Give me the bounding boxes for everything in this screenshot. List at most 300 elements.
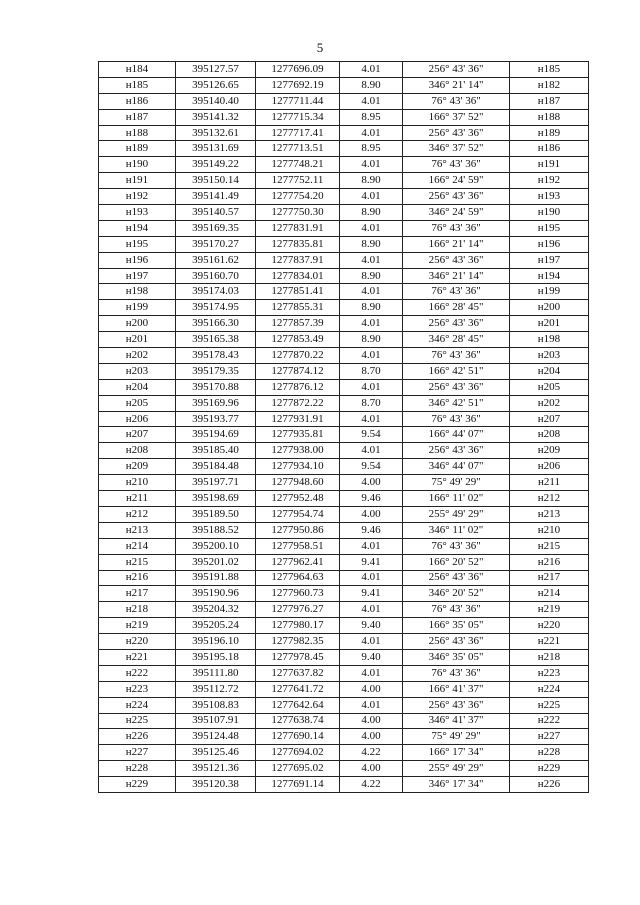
distance-cell: 8.90 [340, 332, 403, 348]
y-coordinate-cell: 1277870.22 [256, 348, 340, 364]
next-point-cell: н216 [510, 554, 589, 570]
bearing-cell: 255° 49' 29" [403, 506, 510, 522]
distance-cell: 4.01 [340, 220, 403, 236]
y-coordinate-cell: 1277637.82 [256, 665, 340, 681]
bearing-cell: 166° 42' 51" [403, 363, 510, 379]
x-coordinate-cell: 395204.32 [176, 602, 256, 618]
next-point-cell: н198 [510, 332, 589, 348]
point-id-cell: н202 [99, 348, 176, 364]
next-point-cell: н213 [510, 506, 589, 522]
table-row [99, 348, 589, 364]
x-coordinate-cell: 395174.03 [176, 284, 256, 300]
x-coordinate-cell: 395149.22 [176, 157, 256, 173]
y-coordinate-cell: 1277935.81 [256, 427, 340, 443]
distance-cell: 4.00 [340, 729, 403, 745]
x-coordinate-cell: 395170.27 [176, 236, 256, 252]
distance-cell: 8.90 [340, 268, 403, 284]
next-point-cell: н190 [510, 205, 589, 221]
bearing-cell: 76° 43' 36" [403, 348, 510, 364]
next-point-cell: н218 [510, 649, 589, 665]
y-coordinate-cell: 1277948.60 [256, 475, 340, 491]
x-coordinate-cell: 395140.57 [176, 205, 256, 221]
y-coordinate-cell: 1277717.41 [256, 125, 340, 141]
coordinates-table [98, 61, 589, 793]
y-coordinate-cell: 1277754.20 [256, 189, 340, 205]
point-id-cell: н187 [99, 109, 176, 125]
next-point-cell: н199 [510, 284, 589, 300]
y-coordinate-cell: 1277695.02 [256, 761, 340, 777]
point-id-cell: н204 [99, 379, 176, 395]
next-point-cell: н188 [510, 109, 589, 125]
x-coordinate-cell: 395170.88 [176, 379, 256, 395]
point-id-cell: н224 [99, 697, 176, 713]
table-row [99, 522, 589, 538]
y-coordinate-cell: 1277934.10 [256, 459, 340, 475]
table-row [99, 236, 589, 252]
table-row [99, 618, 589, 634]
point-id-cell: н185 [99, 77, 176, 93]
point-id-cell: н215 [99, 554, 176, 570]
table-row [99, 220, 589, 236]
point-id-cell: н192 [99, 189, 176, 205]
next-point-cell: н205 [510, 379, 589, 395]
y-coordinate-cell: 1277692.19 [256, 77, 340, 93]
y-coordinate-cell: 1277876.12 [256, 379, 340, 395]
distance-cell: 4.01 [340, 634, 403, 650]
bearing-cell: 166° 37' 52" [403, 109, 510, 125]
distance-cell: 4.01 [340, 443, 403, 459]
point-id-cell: н228 [99, 761, 176, 777]
y-coordinate-cell: 1277855.31 [256, 300, 340, 316]
next-point-cell: н193 [510, 189, 589, 205]
distance-cell: 8.90 [340, 205, 403, 221]
table-row [99, 173, 589, 189]
y-coordinate-cell: 1277958.51 [256, 538, 340, 554]
next-point-cell: н217 [510, 570, 589, 586]
point-id-cell: н191 [99, 173, 176, 189]
bearing-cell: 346° 28' 45" [403, 332, 510, 348]
next-point-cell: н196 [510, 236, 589, 252]
distance-cell: 4.01 [340, 157, 403, 173]
table-row [99, 379, 589, 395]
table-row [99, 602, 589, 618]
table-row [99, 713, 589, 729]
table-row [99, 554, 589, 570]
distance-cell: 4.01 [340, 93, 403, 109]
y-coordinate-cell: 1277874.12 [256, 363, 340, 379]
point-id-cell: н195 [99, 236, 176, 252]
table-row [99, 93, 589, 109]
bearing-cell: 256° 43' 36" [403, 62, 510, 78]
y-coordinate-cell: 1277638.74 [256, 713, 340, 729]
table-row [99, 761, 589, 777]
table-row [99, 205, 589, 221]
x-coordinate-cell: 395189.50 [176, 506, 256, 522]
x-coordinate-cell: 395124.48 [176, 729, 256, 745]
bearing-cell: 166° 24' 59" [403, 173, 510, 189]
bearing-cell: 166° 28' 45" [403, 300, 510, 316]
next-point-cell: н220 [510, 618, 589, 634]
y-coordinate-cell: 1277837.91 [256, 252, 340, 268]
distance-cell: 4.01 [340, 602, 403, 618]
next-point-cell: н208 [510, 427, 589, 443]
next-point-cell: н228 [510, 745, 589, 761]
distance-cell: 4.01 [340, 284, 403, 300]
next-point-cell: н191 [510, 157, 589, 173]
distance-cell: 4.01 [340, 252, 403, 268]
table-row [99, 157, 589, 173]
table-row [99, 634, 589, 650]
bearing-cell: 76° 43' 36" [403, 602, 510, 618]
y-coordinate-cell: 1277978.45 [256, 649, 340, 665]
y-coordinate-cell: 1277960.73 [256, 586, 340, 602]
table-row [99, 125, 589, 141]
bearing-cell: 256° 43' 36" [403, 316, 510, 332]
next-point-cell: н192 [510, 173, 589, 189]
table-row [99, 363, 589, 379]
distance-cell: 4.00 [340, 713, 403, 729]
distance-cell: 4.01 [340, 348, 403, 364]
x-coordinate-cell: 395205.24 [176, 618, 256, 634]
next-point-cell: н211 [510, 475, 589, 491]
distance-cell: 4.00 [340, 506, 403, 522]
table-row [99, 395, 589, 411]
y-coordinate-cell: 1277750.30 [256, 205, 340, 221]
point-id-cell: н188 [99, 125, 176, 141]
point-id-cell: н213 [99, 522, 176, 538]
bearing-cell: 166° 17' 34" [403, 745, 510, 761]
x-coordinate-cell: 395188.52 [176, 522, 256, 538]
x-coordinate-cell: 395111.80 [176, 665, 256, 681]
bearing-cell: 76° 43' 36" [403, 220, 510, 236]
bearing-cell: 346° 20' 52" [403, 586, 510, 602]
point-id-cell: н211 [99, 491, 176, 507]
next-point-cell: н212 [510, 491, 589, 507]
bearing-cell: 76° 43' 36" [403, 538, 510, 554]
point-id-cell: н221 [99, 649, 176, 665]
point-id-cell: н214 [99, 538, 176, 554]
x-coordinate-cell: 395165.38 [176, 332, 256, 348]
x-coordinate-cell: 395160.70 [176, 268, 256, 284]
y-coordinate-cell: 1277694.02 [256, 745, 340, 761]
distance-cell: 9.41 [340, 554, 403, 570]
y-coordinate-cell: 1277851.41 [256, 284, 340, 300]
distance-cell: 9.54 [340, 427, 403, 443]
point-id-cell: н201 [99, 332, 176, 348]
y-coordinate-cell: 1277853.49 [256, 332, 340, 348]
x-coordinate-cell: 395140.40 [176, 93, 256, 109]
next-point-cell: н223 [510, 665, 589, 681]
x-coordinate-cell: 395184.48 [176, 459, 256, 475]
table-row [99, 268, 589, 284]
bearing-cell: 256° 43' 36" [403, 634, 510, 650]
next-point-cell: н226 [510, 777, 589, 793]
distance-cell: 8.90 [340, 77, 403, 93]
bearing-cell: 346° 24' 59" [403, 205, 510, 221]
y-coordinate-cell: 1277982.35 [256, 634, 340, 650]
point-id-cell: н209 [99, 459, 176, 475]
y-coordinate-cell: 1277931.91 [256, 411, 340, 427]
point-id-cell: н219 [99, 618, 176, 634]
bearing-cell: 75° 49' 29" [403, 475, 510, 491]
x-coordinate-cell: 395193.77 [176, 411, 256, 427]
distance-cell: 4.00 [340, 475, 403, 491]
bearing-cell: 76° 43' 36" [403, 411, 510, 427]
distance-cell: 4.00 [340, 681, 403, 697]
point-id-cell: н184 [99, 62, 176, 78]
x-coordinate-cell: 395121.36 [176, 761, 256, 777]
bearing-cell: 256° 43' 36" [403, 443, 510, 459]
distance-cell: 9.54 [340, 459, 403, 475]
point-id-cell: н206 [99, 411, 176, 427]
x-coordinate-cell: 395112.72 [176, 681, 256, 697]
next-point-cell: н200 [510, 300, 589, 316]
point-id-cell: н218 [99, 602, 176, 618]
table-row [99, 681, 589, 697]
x-coordinate-cell: 395132.61 [176, 125, 256, 141]
distance-cell: 4.01 [340, 316, 403, 332]
y-coordinate-cell: 1277952.48 [256, 491, 340, 507]
table-row [99, 284, 589, 300]
x-coordinate-cell: 395190.96 [176, 586, 256, 602]
next-point-cell: н195 [510, 220, 589, 236]
point-id-cell: н217 [99, 586, 176, 602]
distance-cell: 4.22 [340, 777, 403, 793]
point-id-cell: н199 [99, 300, 176, 316]
page-number: 5 [316, 40, 324, 55]
distance-cell: 4.01 [340, 379, 403, 395]
bearing-cell: 346° 21' 14" [403, 77, 510, 93]
next-point-cell: н201 [510, 316, 589, 332]
y-coordinate-cell: 1277711.44 [256, 93, 340, 109]
table-row [99, 570, 589, 586]
table-row [99, 491, 589, 507]
next-point-cell: н186 [510, 141, 589, 157]
x-coordinate-cell: 395178.43 [176, 348, 256, 364]
next-point-cell: н206 [510, 459, 589, 475]
distance-cell: 4.01 [340, 189, 403, 205]
table-row [99, 141, 589, 157]
bearing-cell: 346° 17' 34" [403, 777, 510, 793]
point-id-cell: н227 [99, 745, 176, 761]
table-row [99, 697, 589, 713]
x-coordinate-cell: 395198.69 [176, 491, 256, 507]
point-id-cell: н226 [99, 729, 176, 745]
point-id-cell: н225 [99, 713, 176, 729]
next-point-cell: н194 [510, 268, 589, 284]
distance-cell: 9.40 [340, 649, 403, 665]
y-coordinate-cell: 1277954.74 [256, 506, 340, 522]
x-coordinate-cell: 395107.91 [176, 713, 256, 729]
x-coordinate-cell: 395179.35 [176, 363, 256, 379]
point-id-cell: н186 [99, 93, 176, 109]
coordinates-table-body [99, 62, 589, 793]
point-id-cell: н205 [99, 395, 176, 411]
bearing-cell: 166° 11' 02" [403, 491, 510, 507]
point-id-cell: н208 [99, 443, 176, 459]
x-coordinate-cell: 395125.46 [176, 745, 256, 761]
distance-cell: 4.01 [340, 62, 403, 78]
bearing-cell: 75° 49' 29" [403, 729, 510, 745]
x-coordinate-cell: 395201.02 [176, 554, 256, 570]
distance-cell: 4.01 [340, 665, 403, 681]
next-point-cell: н214 [510, 586, 589, 602]
table-row [99, 745, 589, 761]
table-row [99, 77, 589, 93]
x-coordinate-cell: 395196.10 [176, 634, 256, 650]
next-point-cell: н225 [510, 697, 589, 713]
bearing-cell: 346° 37' 52" [403, 141, 510, 157]
table-row [99, 459, 589, 475]
next-point-cell: н229 [510, 761, 589, 777]
x-coordinate-cell: 395161.62 [176, 252, 256, 268]
distance-cell: 8.90 [340, 300, 403, 316]
x-coordinate-cell: 395174.95 [176, 300, 256, 316]
distance-cell: 8.95 [340, 141, 403, 157]
next-point-cell: н209 [510, 443, 589, 459]
point-id-cell: н189 [99, 141, 176, 157]
distance-cell: 8.70 [340, 363, 403, 379]
point-id-cell: н220 [99, 634, 176, 650]
next-point-cell: н204 [510, 363, 589, 379]
table-row [99, 538, 589, 554]
y-coordinate-cell: 1277835.81 [256, 236, 340, 252]
x-coordinate-cell: 395150.14 [176, 173, 256, 189]
point-id-cell: н203 [99, 363, 176, 379]
next-point-cell: н203 [510, 348, 589, 364]
next-point-cell: н197 [510, 252, 589, 268]
y-coordinate-cell: 1277857.39 [256, 316, 340, 332]
point-id-cell: н194 [99, 220, 176, 236]
next-point-cell: н215 [510, 538, 589, 554]
y-coordinate-cell: 1277748.21 [256, 157, 340, 173]
x-coordinate-cell: 395169.96 [176, 395, 256, 411]
table-row [99, 109, 589, 125]
x-coordinate-cell: 395166.30 [176, 316, 256, 332]
next-point-cell: н182 [510, 77, 589, 93]
x-coordinate-cell: 395108.83 [176, 697, 256, 713]
bearing-cell: 256° 43' 36" [403, 252, 510, 268]
y-coordinate-cell: 1277872.22 [256, 395, 340, 411]
distance-cell: 9.40 [340, 618, 403, 634]
point-id-cell: н207 [99, 427, 176, 443]
point-id-cell: н193 [99, 205, 176, 221]
bearing-cell: 346° 42' 51" [403, 395, 510, 411]
point-id-cell: н197 [99, 268, 176, 284]
bearing-cell: 256° 43' 36" [403, 189, 510, 205]
bearing-cell: 346° 21' 14" [403, 268, 510, 284]
y-coordinate-cell: 1277962.41 [256, 554, 340, 570]
y-coordinate-cell: 1277834.01 [256, 268, 340, 284]
x-coordinate-cell: 395141.49 [176, 189, 256, 205]
point-id-cell: н216 [99, 570, 176, 586]
distance-cell: 4.01 [340, 125, 403, 141]
bearing-cell: 256° 43' 36" [403, 697, 510, 713]
table-row [99, 316, 589, 332]
table-row [99, 332, 589, 348]
bearing-cell: 166° 21' 14" [403, 236, 510, 252]
bearing-cell: 346° 44' 07" [403, 459, 510, 475]
point-id-cell: н200 [99, 316, 176, 332]
distance-cell: 9.46 [340, 491, 403, 507]
y-coordinate-cell: 1277691.14 [256, 777, 340, 793]
y-coordinate-cell: 1277715.34 [256, 109, 340, 125]
distance-cell: 9.46 [340, 522, 403, 538]
next-point-cell: н202 [510, 395, 589, 411]
y-coordinate-cell: 1277690.14 [256, 729, 340, 745]
x-coordinate-cell: 395127.57 [176, 62, 256, 78]
point-id-cell: н223 [99, 681, 176, 697]
distance-cell: 4.01 [340, 538, 403, 554]
table-row [99, 252, 589, 268]
y-coordinate-cell: 1277950.86 [256, 522, 340, 538]
table-row [99, 586, 589, 602]
bearing-cell: 166° 41' 37" [403, 681, 510, 697]
table-row [99, 411, 589, 427]
next-point-cell: н222 [510, 713, 589, 729]
y-coordinate-cell: 1277696.09 [256, 62, 340, 78]
next-point-cell: н219 [510, 602, 589, 618]
x-coordinate-cell: 395169.35 [176, 220, 256, 236]
distance-cell: 8.70 [340, 395, 403, 411]
distance-cell: 4.00 [340, 761, 403, 777]
next-point-cell: н210 [510, 522, 589, 538]
x-coordinate-cell: 395197.71 [176, 475, 256, 491]
distance-cell: 4.01 [340, 697, 403, 713]
point-id-cell: н196 [99, 252, 176, 268]
next-point-cell: н224 [510, 681, 589, 697]
bearing-cell: 256° 43' 36" [403, 125, 510, 141]
bearing-cell: 256° 43' 36" [403, 570, 510, 586]
point-id-cell: н198 [99, 284, 176, 300]
point-id-cell: н210 [99, 475, 176, 491]
bearing-cell: 76° 43' 36" [403, 665, 510, 681]
x-coordinate-cell: 395120.38 [176, 777, 256, 793]
point-id-cell: н212 [99, 506, 176, 522]
bearing-cell: 346° 35' 05" [403, 649, 510, 665]
table-row [99, 475, 589, 491]
x-coordinate-cell: 395194.69 [176, 427, 256, 443]
distance-cell: 4.01 [340, 411, 403, 427]
bearing-cell: 255° 49' 29" [403, 761, 510, 777]
bearing-cell: 256° 43' 36" [403, 379, 510, 395]
distance-cell: 8.90 [340, 173, 403, 189]
next-point-cell: н221 [510, 634, 589, 650]
x-coordinate-cell: 395141.32 [176, 109, 256, 125]
bearing-cell: 166° 35' 05" [403, 618, 510, 634]
x-coordinate-cell: 395195.18 [176, 649, 256, 665]
table-row [99, 300, 589, 316]
distance-cell: 4.01 [340, 570, 403, 586]
x-coordinate-cell: 395185.40 [176, 443, 256, 459]
y-coordinate-cell: 1277713.51 [256, 141, 340, 157]
point-id-cell: н222 [99, 665, 176, 681]
y-coordinate-cell: 1277641.72 [256, 681, 340, 697]
bearing-cell: 76° 43' 36" [403, 157, 510, 173]
y-coordinate-cell: 1277980.17 [256, 618, 340, 634]
distance-cell: 9.41 [340, 586, 403, 602]
y-coordinate-cell: 1277976.27 [256, 602, 340, 618]
table-row [99, 427, 589, 443]
bearing-cell: 76° 43' 36" [403, 284, 510, 300]
distance-cell: 4.22 [340, 745, 403, 761]
y-coordinate-cell: 1277964.63 [256, 570, 340, 586]
table-row [99, 62, 589, 78]
y-coordinate-cell: 1277831.91 [256, 220, 340, 236]
y-coordinate-cell: 1277752.11 [256, 173, 340, 189]
table-row [99, 665, 589, 681]
x-coordinate-cell: 395126.65 [176, 77, 256, 93]
